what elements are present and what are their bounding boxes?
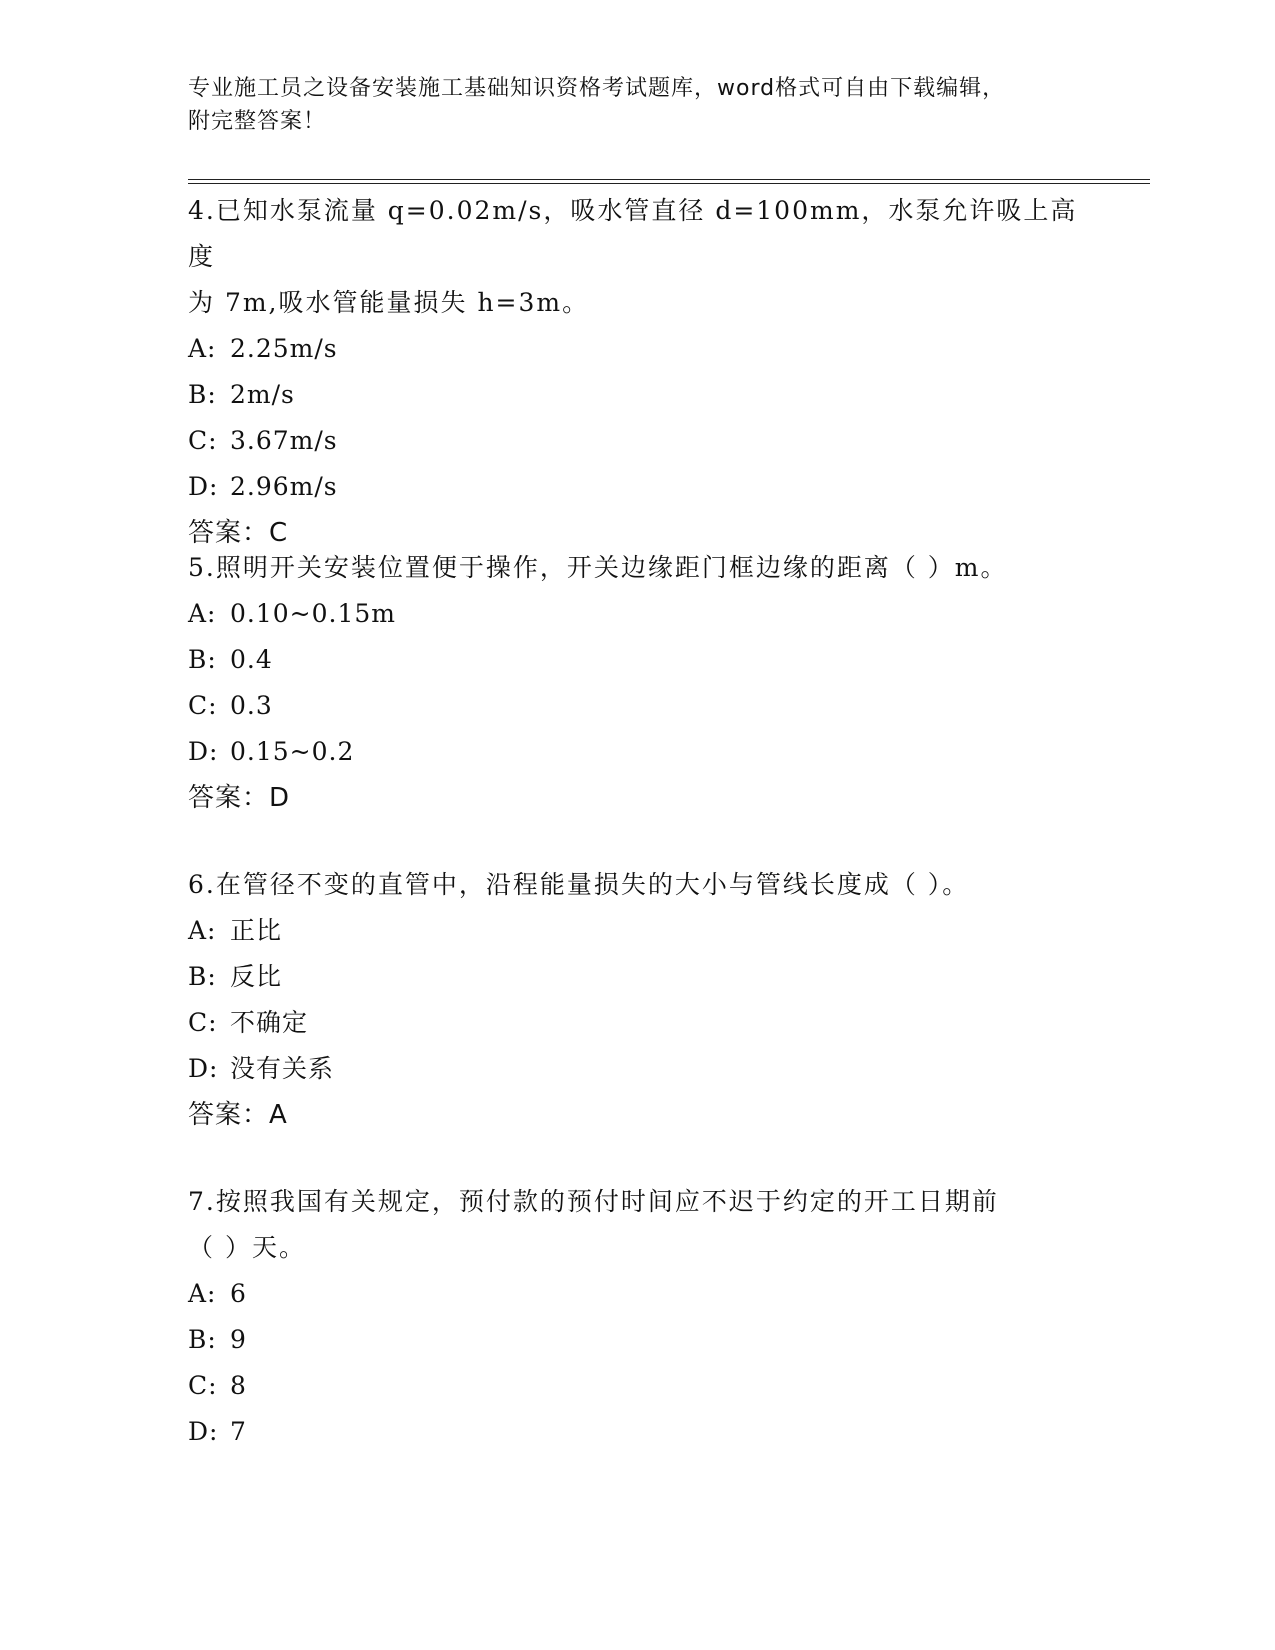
option-text: 0.15~0.2 [230, 737, 355, 766]
option-text: 没有关系 [230, 1054, 335, 1083]
option-text: 7 [230, 1417, 247, 1446]
question-6 [188, 862, 1088, 1138]
header-divider-top [188, 179, 1150, 180]
option-letter: B: [188, 645, 217, 674]
option-letter: C: [188, 1371, 218, 1400]
option-letter: C: [188, 691, 218, 720]
option-text: 6 [230, 1279, 247, 1308]
question-7-text-line-2: （ ）天。 [188, 1233, 306, 1262]
option-text: 反比 [230, 962, 283, 991]
question-7-option-a [188, 1271, 1088, 1317]
question-4-option-b [188, 372, 1088, 418]
option-text: 0.4 [230, 645, 273, 674]
question-7-option-b [188, 1317, 1088, 1363]
option-letter: A: [188, 916, 217, 945]
question-4 [188, 188, 1088, 556]
header-divider-bottom [188, 183, 1150, 184]
question-6-text-line-1: 6.在管径不变的直管中，沿程能量损失的大小与管线长度成（ ）。 [188, 870, 970, 899]
question-5-option-c [188, 683, 1088, 729]
option-letter: B: [188, 1325, 217, 1354]
question-6-answer: 答案：A [188, 1100, 288, 1130]
option-text: 2.25m/s [230, 334, 338, 363]
option-text: 2m/s [230, 380, 295, 409]
option-text: 2.96m/s [230, 472, 338, 501]
option-text: 9 [230, 1325, 247, 1354]
question-5-option-d [188, 729, 1088, 775]
option-letter: B: [188, 380, 217, 409]
question-4-option-a [188, 326, 1088, 372]
option-text: 3.67m/s [230, 426, 338, 455]
question-6-option-c [188, 1000, 1088, 1046]
option-letter: C: [188, 1008, 218, 1037]
question-6-option-d [188, 1046, 1088, 1092]
option-letter: A: [188, 1279, 217, 1308]
question-5-answer: 答案：D [188, 783, 291, 813]
document-header [188, 72, 1088, 138]
header-line-1: 专业施工员之设备安装施工基础知识资格考试题库，word格式可自由下载编辑， [188, 76, 1006, 101]
option-text: 0.10~0.15m [230, 599, 396, 628]
question-7-option-d [188, 1409, 1088, 1455]
option-text: 0.3 [230, 691, 273, 720]
question-4-option-c [188, 418, 1088, 464]
question-5-option-a [188, 591, 1088, 637]
question-4-answer: 答案：C [188, 518, 289, 548]
question-5-option-b [188, 637, 1088, 683]
option-letter: A: [188, 599, 217, 628]
option-text: 正比 [230, 916, 283, 945]
question-5-text-line-1: 5.照明开关安装位置便于操作，开关边缘距门框边缘的距离（ ）m。 [188, 553, 1008, 582]
header-line-2: 附完整答案！ [188, 109, 327, 134]
option-letter: D: [188, 472, 219, 501]
option-letter: D: [188, 737, 219, 766]
option-letter: C: [188, 426, 218, 455]
question-4-text-line-2: 为 7m,吸水管能量损失 h=3m。 [188, 288, 590, 317]
question-6-option-a [188, 908, 1088, 954]
option-text: 8 [230, 1371, 247, 1400]
question-4-option-d [188, 464, 1088, 510]
question-6-option-b [188, 954, 1088, 1000]
option-text: 不确定 [230, 1008, 309, 1037]
option-letter: D: [188, 1054, 219, 1083]
question-5 [188, 545, 1088, 821]
option-letter: B: [188, 962, 217, 991]
question-7 [188, 1179, 1088, 1455]
question-4-text-line-1: 4.已知水泵流量 q=0.02m/s，吸水管直径 d=100mm，水泵允许吸上高度 [188, 196, 1078, 271]
question-7-option-c [188, 1363, 1088, 1409]
question-7-text-line-1: 7.按照我国有关规定，预付款的预付时间应不迟于约定的开工日期前 [188, 1187, 999, 1216]
option-letter: D: [188, 1417, 219, 1446]
option-letter: A: [188, 334, 217, 363]
